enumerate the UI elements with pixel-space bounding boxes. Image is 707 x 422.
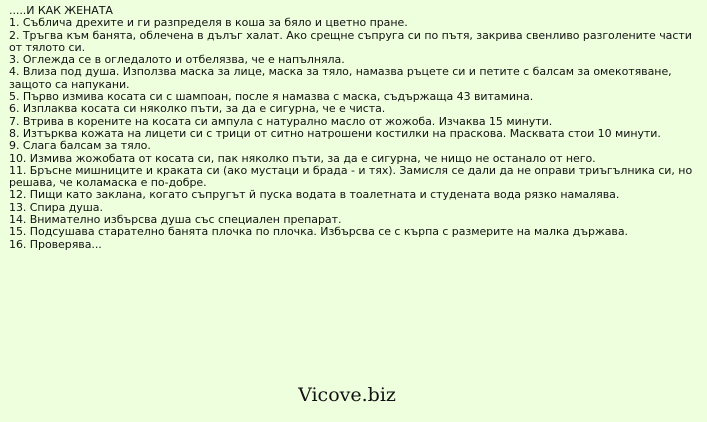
- list-item: 12. Пищи като заклана, когато съпругът й пуска водата в тоалетната и студената вода рязко намалява.: [9, 188, 620, 202]
- list-item: 16. Проверява...: [9, 237, 102, 251]
- document-body: [9, 5, 701, 251]
- list-item: 8. Изтърква кожата на лицети си с трици от ситно натрошени костилки на праскова. Масквата стои 10 минути.: [9, 126, 661, 140]
- list-item: 13. Спира душа.: [9, 200, 103, 214]
- list-item: 9. Слага балсам за тяло.: [9, 139, 151, 153]
- list-item: 10. Измива жожобата от косата си, пак няколко пъти, за да е сигурна, че нищо не останало от него.: [9, 151, 596, 165]
- list-item: 11. Бръсне мишниците и краката си (ако мустаци и брада - и тях). Замисля се дали да не оправи триъгълника си, но решава, че коламаска е по-добре.: [9, 163, 693, 190]
- list-item: 1. Съблича дрехите и ги разпределя в коша за бяло и цветно пране.: [9, 16, 408, 30]
- list-item: 15. Подсушава старателно банята плочка по плочка. Избърсва се с кърпа с размерите на малка държава.: [9, 225, 629, 239]
- list-item: 5. Първо измива косата си с шампоан, после я намазва с маска, съдържаща 43 витамина.: [9, 90, 534, 104]
- list-item: 3. Оглежда се в огледалото и отбелязва, че е напълняла.: [9, 53, 345, 67]
- document-title: .....И КАК ЖЕНАТА: [9, 4, 113, 17]
- list-item: 6. Изплаква косата си няколко пъти, за да е сигурна, че е чиста.: [9, 102, 386, 116]
- list-item: 14. Внимателно избърсва душа със специален препарат.: [9, 213, 342, 227]
- list-item: 7. Втрива в корените на косата си ампула с натурално масло от жожоба. Изчаква 15 минути.: [9, 114, 553, 128]
- list-item: 2. Тръгва към банята, облечена в дълъг халат. Ако срещне съпруга си по пътя, закрива свенливо разголените части от тялото си.: [9, 28, 692, 54]
- list-item: 4. Влиза под душа. Използва маска за лице, маска за тяло, намазва ръцете си и петите с балсам за омекотяване, защото са напукани.: [9, 65, 672, 91]
- site-watermark: Vicove.biz: [298, 384, 396, 406]
